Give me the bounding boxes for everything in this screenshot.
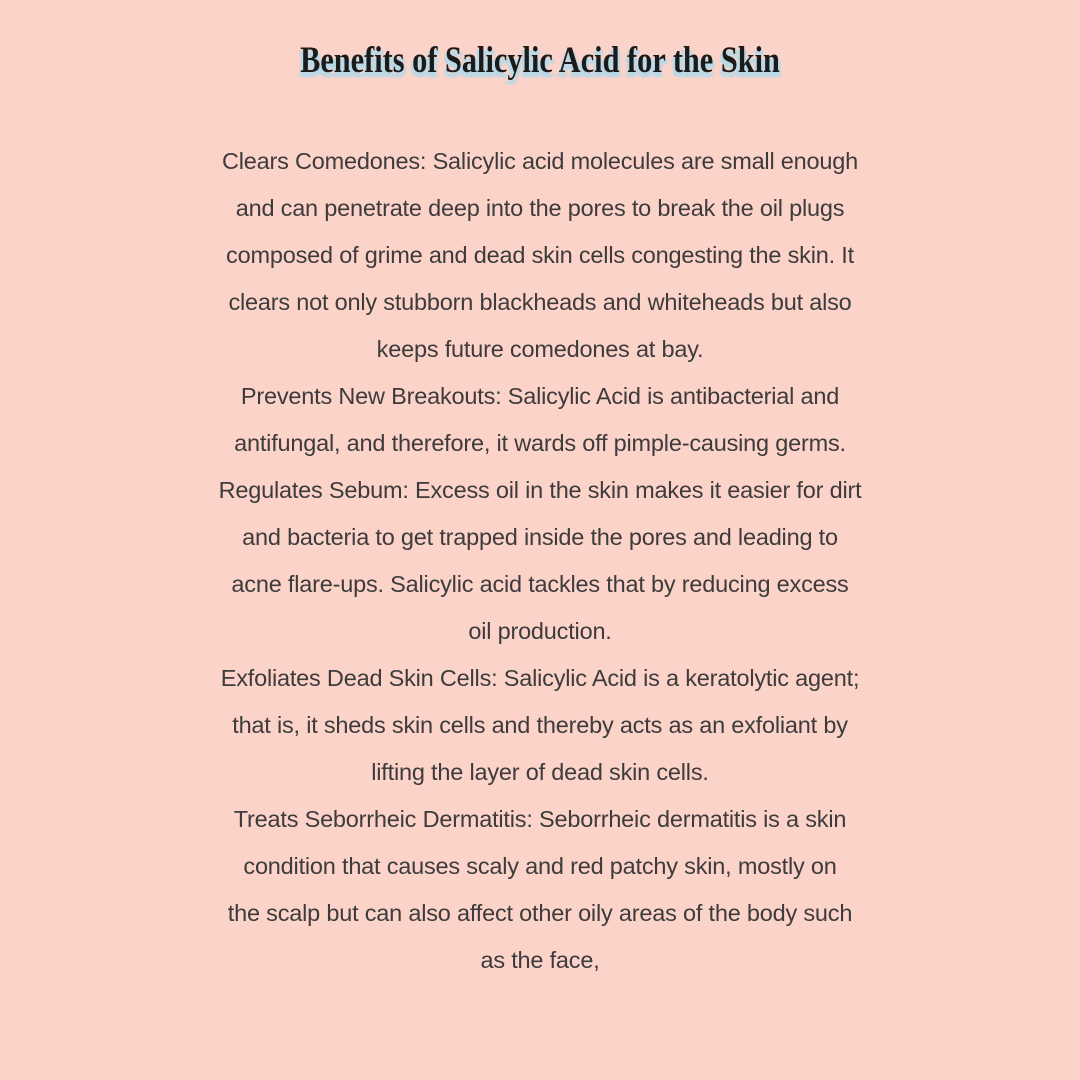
body-text-line: acne flare-ups. Salicylic acid tackles that by reducing excess (231, 571, 849, 597)
body-text-line: and bacteria to get trapped inside the pores and leading to (242, 524, 838, 550)
body-text-line: keeps future comedones at bay. (376, 336, 704, 362)
body-text-line: that is, it sheds skin cells and thereby acts as an exfoliant by (232, 712, 848, 738)
body-text-line: Regulates Sebum: Excess oil in the skin makes it easier for dirt (218, 477, 862, 503)
body-text-line: and can penetrate deep into the pores to break the oil plugs (235, 195, 845, 221)
body-text-line: Prevents New Breakouts: Salicylic Acid is antibacterial and (240, 383, 840, 409)
body-text-line: Clears Comedones: Salicylic acid molecules are small enough (221, 148, 859, 174)
body-text-line: Exfoliates Dead Skin Cells: Salicylic Acid is a keratolytic agent; (220, 665, 860, 691)
page-title: Benefits of Salicylic Acid for the Skin (300, 40, 780, 81)
body-text-line: composed of grime and dead skin cells congesting the skin. It (226, 242, 854, 268)
body-text-line: the scalp but can also affect other oily areas of the body such (227, 900, 853, 926)
body-text-line: clears not only stubborn blackheads and whiteheads but also (228, 289, 852, 315)
body-text-line: lifting the layer of dead skin cells. (371, 759, 709, 785)
body-text (0, 138, 1080, 984)
body-text-line: antifungal, and therefore, it wards off pimple-causing germs. (234, 430, 846, 456)
body-text-line: condition that causes scaly and red patchy skin, mostly on (243, 853, 837, 879)
body-text-line: oil production. (468, 618, 612, 644)
body-text-line: Treats Seborrheic Dermatitis: Seborrheic dermatitis is a skin (233, 806, 847, 832)
body-text-line: as the face, (480, 947, 600, 973)
